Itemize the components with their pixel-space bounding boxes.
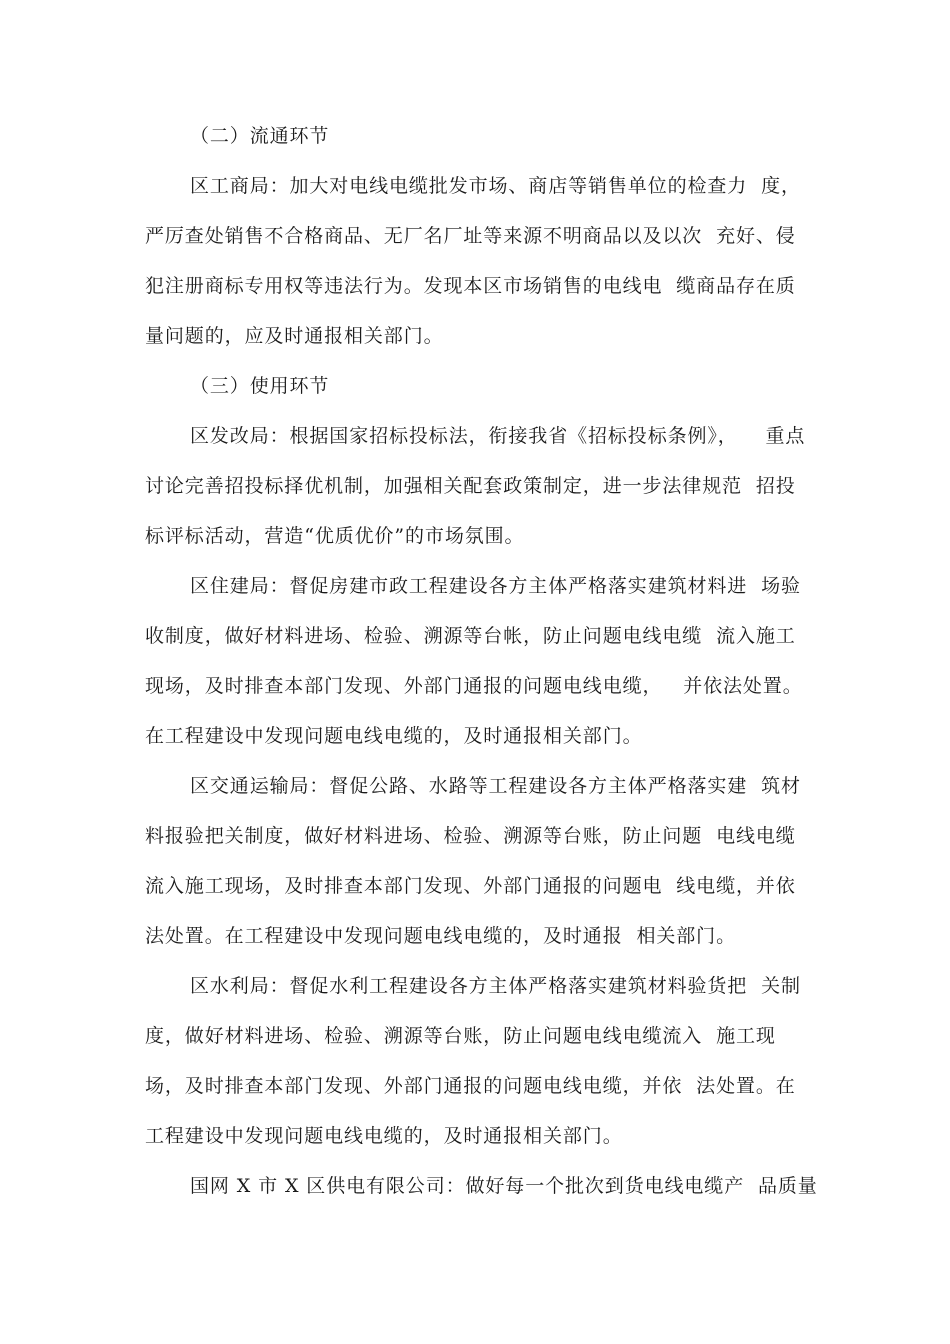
paragraph-line: 严厉查处销售不合格商品、无厂名厂址等来源不明商品以及以次 充好、侵 xyxy=(145,225,796,247)
paragraph-line: 现场，及时排查本部门发现、外部门通报的问题电线电缆， 并依法处置。 xyxy=(145,675,803,697)
section-heading-usage: （三）使用环节 xyxy=(190,375,330,397)
paragraph-line: 犯注册商标专用权等违法行为。发现本区市场销售的电线电 缆商品存在质 xyxy=(145,275,796,297)
paragraph-line: 度，做好材料进场、检验、溯源等台账，防止问题电线电缆流入 施工现 xyxy=(145,1025,776,1047)
paragraph-line: 讨论完善招投标择优机制，加强相关配套政策制定，进一步法律规范 招投 xyxy=(145,475,796,497)
paragraph-line: 法处置。在工程建设中发现问题电线电缆的，及时通报 相关部门。 xyxy=(145,925,736,947)
paragraph-line: 场，及时排查本部门发现、外部门通报的问题电线电缆，并依 法处置。在 xyxy=(145,1075,796,1097)
paragraph-line: 工程建设中发现问题电线电缆的，及时通报相关部门。 xyxy=(145,1125,623,1147)
paragraph-line: 在工程建设中发现问题电线电缆的，及时通报相关部门。 xyxy=(145,725,643,747)
paragraph-line: 国网 X 市 X 区供电有限公司：做好每一个批次到货电线电缆产 品质量 xyxy=(190,1175,818,1197)
paragraph-line: 量问题的，应及时通报相关部门。 xyxy=(145,325,444,347)
paragraph-line: 收制度，做好材料进场、检验、溯源等台帐，防止问题电线电缆 流入施工 xyxy=(145,625,796,647)
paragraph-line: 区发改局：根据国家招标投标法，衔接我省《招标投标条例》， 重点 xyxy=(190,425,806,447)
paragraph-line: 区工商局：加大对电线电缆批发市场、商店等销售单位的检查力 度， xyxy=(190,175,801,197)
paragraph-line: 流入施工现场，及时排查本部门发现、外部门通报的问题电 线电缆，并依 xyxy=(145,875,796,897)
paragraph-line: 区交通运输局：督促公路、水路等工程建设各方主体严格落实建 筑材 xyxy=(190,775,801,797)
paragraph-line: 标评标活动，营造“优质优价”的市场氛围。 xyxy=(145,525,525,547)
paragraph-line: 料报验把关制度，做好材料进场、检验、溯源等台账，防止问题 电线电缆 xyxy=(145,825,796,847)
paragraph-line: 区住建局：督促房建市政工程建设各方主体严格落实建筑材料进 场验 xyxy=(190,575,801,597)
paragraph-line: 区水利局：督促水利工程建设各方主体严格落实建筑材料验货把 关制 xyxy=(190,975,801,997)
section-heading-circulation: （二）流通环节 xyxy=(190,125,330,147)
